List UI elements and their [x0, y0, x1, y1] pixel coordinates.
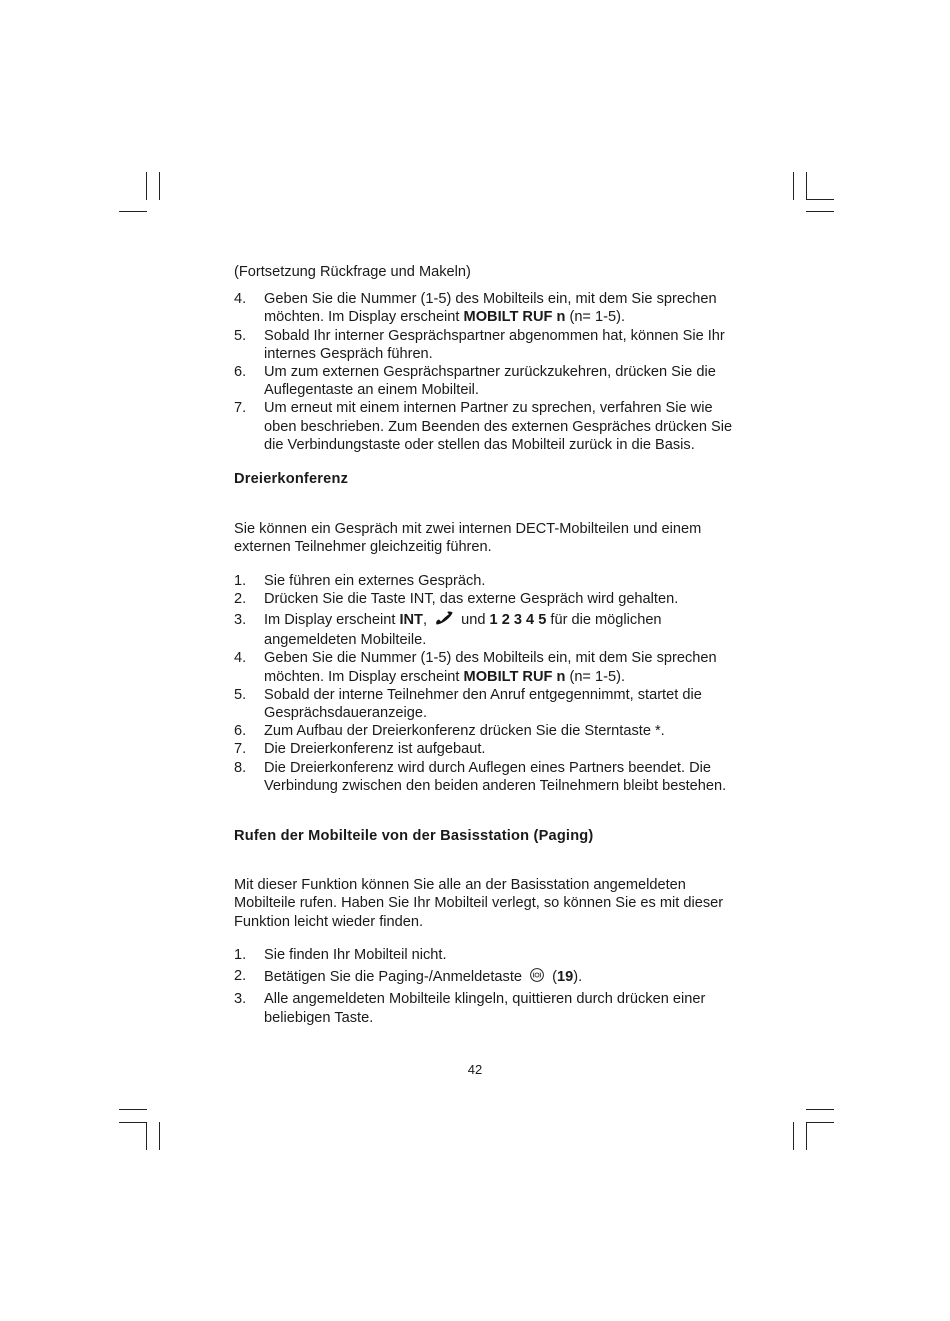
crop-mark — [159, 1122, 160, 1150]
list-item-text: Drücken Sie die Taste INT, das externe Gespräch wird gehalten. — [264, 590, 679, 607]
list-item-text: Sie finden Ihr Mobilteil nicht. — [264, 946, 447, 963]
list-item-number: 3. — [234, 612, 247, 629]
list-item-text: Sie führen ein externes Gespräch. — [264, 572, 486, 589]
crop-mark — [806, 211, 834, 212]
list-item-text: Betätigen Sie die Paging-/Anmeldetaste — [264, 969, 527, 986]
list-item-number: 6. — [234, 723, 247, 740]
crop-mark — [119, 1122, 147, 1123]
crop-mark — [806, 172, 807, 200]
list-item — [234, 740, 734, 758]
list-item — [234, 363, 734, 399]
list-item — [234, 722, 734, 740]
list-item-text: (n= 1-5). — [565, 309, 626, 326]
list-item-number: 7. — [234, 741, 247, 758]
list-item-number: 2. — [234, 968, 247, 985]
emphasized-text: 19 — [556, 969, 574, 986]
list-item-text: Geben Sie die Nummer (1-5) des Mobilteils ein, mit dem Sie sprechen möchten. Im Display erscheint — [264, 291, 717, 326]
list-item-text: Die Dreierkonferenz wird durch Auflegen eines Partners beendet. Die Verbindung zwischen den beiden anderen Teilnehmern bleibt bestehen. — [264, 759, 727, 794]
emphasized-text: MOBILT RUF n — [463, 309, 566, 326]
section-heading-paging: Rufen der Mobilteile von der Basisstation (Paging) — [234, 828, 594, 845]
list-item-number: 4. — [234, 650, 247, 667]
crop-mark — [806, 1109, 834, 1110]
handset-icon — [434, 611, 454, 631]
crop-mark — [146, 172, 147, 200]
list-item-number: 2. — [234, 590, 247, 607]
emphasized-text: INT — [399, 612, 423, 629]
section-text-conference: Sie können ein Gespräch mit zwei internen DECT-Mobilteilen und einem externen Teilnehmer gleichzeitig führen. — [234, 521, 702, 556]
list-item-text: Sobald Ihr interner Gesprächspartner abgenommen hat, können Sie Ihr internes Gespräch führen. — [264, 327, 725, 362]
list-item — [234, 590, 734, 608]
list-item-text: Um erneut mit einem internen Partner zu sprechen, verfahren Sie wie oben beschrieben. Zum Beenden des externen Gespräches drücken Sie die Verbindungstaste oder stellen das Mobilteil zurück in die Basis. — [264, 400, 733, 453]
list-item-text: Im Display erscheint — [264, 612, 400, 629]
list-item-text: für die möglichen angemeldeten Mobilteile. — [264, 612, 662, 649]
crop-mark — [119, 1109, 147, 1110]
list-item-text: Sobald der interne Teilnehmer den Anruf entgegennimmt, startet die Gesprächsdaueranzeige. — [264, 686, 702, 722]
list-item — [234, 946, 734, 964]
crop-mark — [806, 1122, 807, 1150]
page-content — [234, 263, 734, 1027]
crop-mark — [159, 172, 160, 200]
steps-list-paging — [234, 946, 734, 1027]
list-item-number: 8. — [234, 759, 247, 776]
list-item — [234, 611, 734, 649]
list-item — [234, 327, 734, 363]
emphasized-text: MOBILT RUF n — [463, 668, 566, 685]
steps-list-consultation — [234, 290, 734, 454]
crop-mark — [806, 1122, 834, 1123]
paging-key-icon — [529, 967, 545, 988]
list-item — [234, 759, 734, 795]
list-item-number: 5. — [234, 327, 247, 344]
section-heading-conference: Dreierkonferenz — [234, 471, 349, 488]
list-item — [234, 990, 734, 1026]
list-item-number: 7. — [234, 400, 247, 417]
list-item-text: Geben Sie die Nummer (1-5) des Mobilteils ein, mit dem Sie sprechen möchten. Im Display erscheint — [264, 650, 717, 685]
list-item — [234, 967, 734, 988]
list-item-number: 5. — [234, 686, 247, 703]
list-item-number: 4. — [234, 291, 247, 308]
list-item-text: Zum Aufbau der Dreierkonferenz drücken Sie die Sterntaste *. — [264, 723, 665, 740]
list-item-text: Die Dreierkonferenz ist aufgebaut. — [264, 741, 486, 758]
list-item — [234, 686, 734, 722]
emphasized-text: 1 2 3 4 5 — [489, 612, 547, 629]
list-item-text: ( — [548, 969, 557, 986]
list-item — [234, 290, 734, 326]
list-item-number: 1. — [234, 946, 247, 963]
steps-list-conference — [234, 572, 734, 795]
list-item — [234, 572, 734, 590]
crop-mark — [793, 1122, 794, 1150]
list-item-number: 1. — [234, 572, 247, 589]
list-item — [234, 399, 734, 454]
list-item — [234, 649, 734, 685]
list-item-text: Alle angemeldeten Mobilteile klingeln, quittieren durch drücken einer beliebigen Taste. — [264, 991, 706, 1026]
list-item-text: (n= 1-5). — [565, 668, 626, 685]
list-item-text: , — [422, 612, 432, 629]
list-item-text: und — [457, 612, 490, 629]
list-item-text: ). — [573, 969, 583, 986]
crop-mark — [146, 1122, 147, 1150]
section-text-paging: Mit dieser Funktion können Sie alle an der Basisstation angemeldeten Mobilteile rufen. Haben Sie Ihr Mobilteil verlegt, so können Sie es mit dieser Funktion leicht wieder finden. — [234, 877, 724, 930]
list-item-number: 6. — [234, 364, 247, 381]
crop-mark — [806, 199, 834, 200]
list-item-number: 3. — [234, 991, 247, 1008]
crop-mark — [119, 211, 147, 212]
page-number: 42 — [467, 1062, 483, 1077]
list-item-text: Um zum externen Gesprächspartner zurückzukehren, drücken Sie die Auflegentaste an einem Mobilteil. — [264, 364, 716, 399]
crop-mark — [793, 172, 794, 200]
continuation-note: (Fortsetzung Rückfrage und Makeln) — [234, 264, 471, 280]
